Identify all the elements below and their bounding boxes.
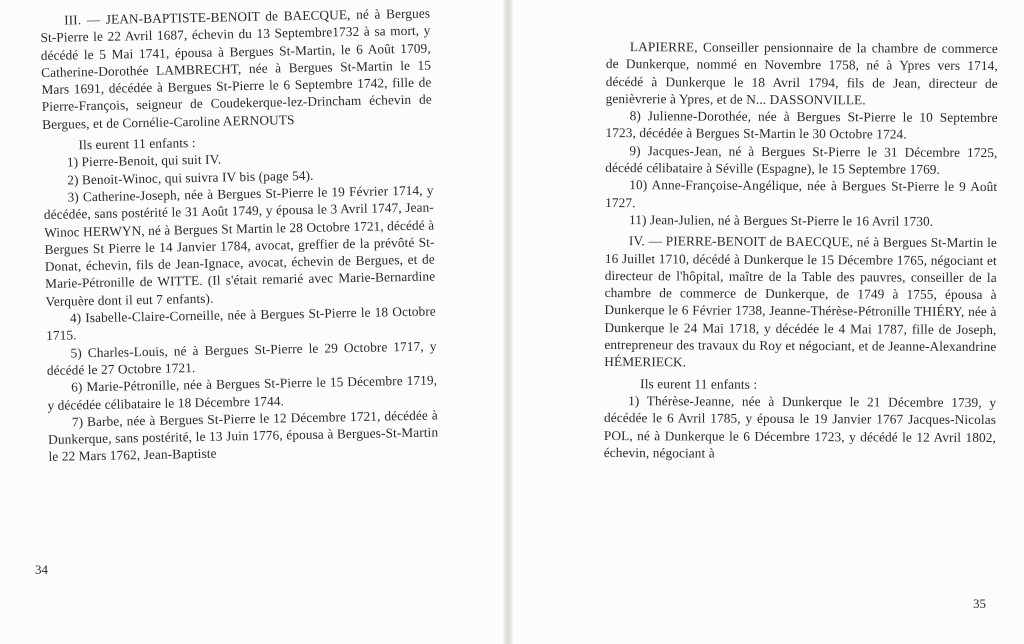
left-page — [40, 5, 439, 466]
children-count: Ils eurent 11 enfants : — [78, 135, 196, 153]
page-number-right: 35 — [973, 596, 986, 611]
right-page — [604, 38, 998, 463]
child-entry: 6) Marie-Pétronille, née à Bergues St-Pierre le 15 Décembre 1719, y décédée célibataire le 18 Décembre 1744. — [47, 372, 438, 413]
page-number-left: 34 — [35, 562, 48, 577]
child-entry: 1) Thérèse-Jeanne, née à Dunkerque le 21 Décembre 1739, y décédée le 6 Avril 1785, y épousa le 19 Janvier 1767 Jacques-Nicolas POL, né à Dunkerque le 6 Décembre 1723, y décédé le 12 Avril 1802, échevin, négociant à — [603, 393, 997, 461]
child-entry: 8) Julienne-Dorothée, née à Bergues St-Pierre le 10 Septembre 1723, décédée à Bergues St-Martin le 30 Octobre 1724. — [605, 108, 998, 143]
child-entry: 5) Charles-Louis, né à Bergues St-Pierre le 29 Octobre 1717, y décédé le 27 Octobre 1721. — [46, 338, 437, 378]
continuation-paragraph: LAPIERRE, Conseiller pensionnaire de la chambre de commerce de Dunkerque, nommé en Novembre 1758, né à Ypres vers 1714, décédé à Dunkerque le 18 Avril 1794, fils de Jean, directeur de genièvrerie à Ypres, et de N... DASSONVILLE. — [605, 39, 998, 108]
child-entry: 7) Barbe, née à Bergues St-Pierre le 12 Décembre 1721, décédée à Dunkerque, sans postérité, le 13 Juin 1776, épousa à Bergues-St-Martin le 22 Mars 1762, Jean-Baptiste — [48, 407, 439, 465]
child-entry: 11) Jean-Julien, né à Bergues St-Pierre le 16 Avril 1730. — [629, 212, 934, 229]
child-entry: 9) Jacques-Jean, né à Bergues St-Pierre le 31 Décembre 1725, décédé célibataire à Séville (Espagne), le 15 Septembre 1769. — [605, 142, 998, 177]
child-entry: 10) Anne-Françoise-Angélique, née à Bergues St-Pierre le 9 Août 1727. — [605, 177, 998, 210]
child-entry: 3) Catherine-Joseph, née à Bergues St-Pierre le 19 Février 1714, y décédée, sans postérité le 31 Août 1749, y épousa le 3 Avril 1747, Jean-Winoc HERWYN, né à Bergues St Martin le 28 Octobre 1721, décédé à Bergues St Pierre le 14 Janvier 1784, avocat, greffier de la prévôté St-Donat, échevin, fils de Jean-Ignace, avocat, échevin de Bergues, et de Marie-Pétronille de WITTE. (Il s'était remarié avec Marie-Bernardine Verquère dont il eut 7 enfants). — [43, 182, 436, 309]
generation-IV-paragraph: IV. — PIERRE-BENOIT de BAECQUE, né à Bergues St-Martin le 16 Juillet 1710, décédé à Dunkerque le 15 Décembre 1765, négociant et directeur de l'hôpital, maître de la Table des pauvres, conseiller de la chambre de commerce de Dunkerque, de 1749 à 1755, épousa à Dunkerque le 6 Février 1738, Jeanne-Thérèse-Pétronille THIÉRY, née à Dunkerque le 24 Mai 1718, y décédée le 4 Mai 1787, fille de Joseph, entrepreneur des travaux du Roy et négociant, et de Jeanne-Alexandrine HÉMERIECK. — [604, 233, 997, 370]
child-entry: 2) Benoit-Winoc, qui suivra IV bis (page 54). — [67, 167, 314, 188]
generation-III-paragraph: III. — JEAN-BAPTISTE-BENOIT de BAECQUE, né à Bergues St-Pierre le 22 Avril 1687, échevin du 13 Septembre1732 à sa mort, y décédé le 5 Mai 1741, épousa à Bergues St-Martin, le 6 Août 1709, Catherine-Dorothée LAMBRECHT, née à Bergues St-Martin le 15 Mars 1691, décédée à Bergues St-Pierre le 6 Septembre 1742, fille de Pierre-François, seigneur de Coudekerque-lez-Drincham échevin de Bergues, et de Cornélie-Caroline AERNOUTS — [40, 5, 432, 132]
child-entry: 4) Isabelle-Claire-Corneille, née à Bergues St-Pierre le 18 Octobre 1715. — [46, 303, 436, 344]
children-count: Ils eurent 11 enfants : — [640, 375, 758, 392]
child-entry: 1) Pierre-Benoit, qui suit IV. — [66, 151, 222, 170]
book-gutter — [503, 0, 513, 644]
